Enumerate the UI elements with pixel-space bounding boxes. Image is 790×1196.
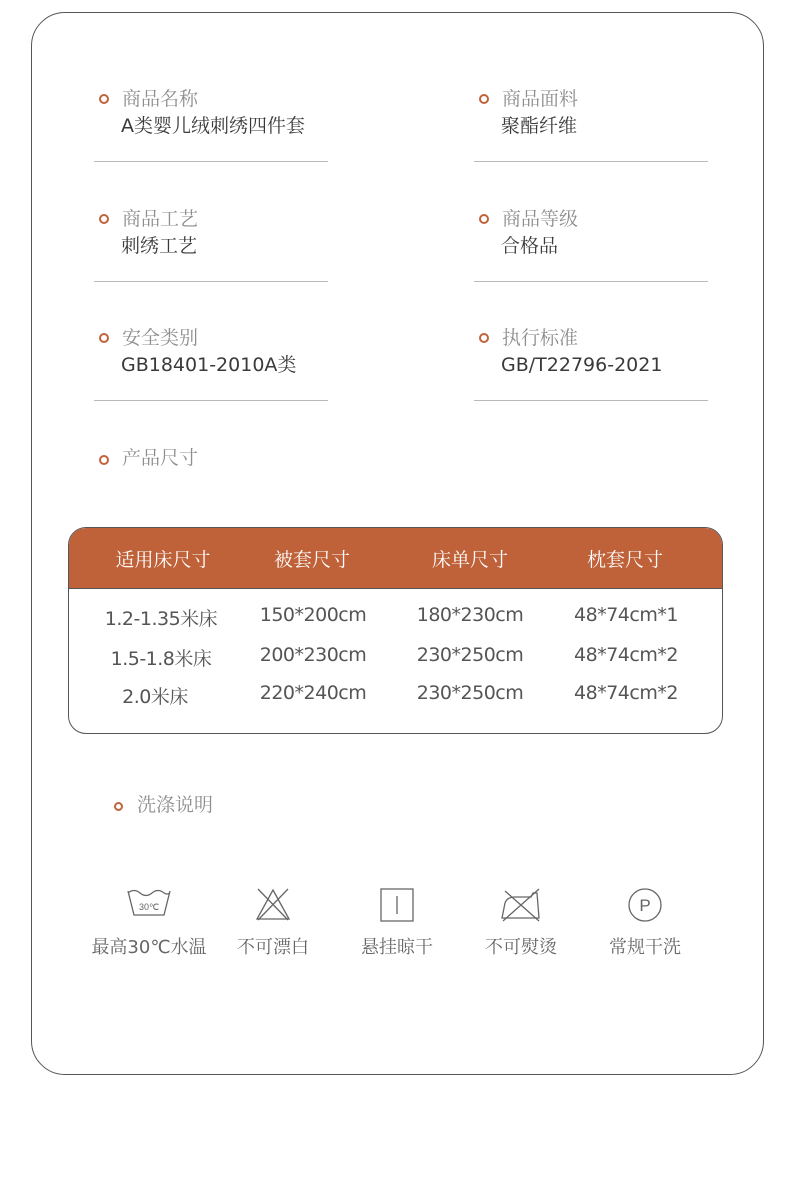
dry-clean-letter: P xyxy=(639,896,651,915)
care-label: 不可熨烫 xyxy=(485,937,557,958)
care-item-dry-clean xyxy=(585,885,705,965)
bullet-icon xyxy=(99,214,109,224)
bullet-icon xyxy=(99,455,109,465)
cell-sheet-size: 180*230cm xyxy=(416,604,524,626)
table-row xyxy=(69,604,722,634)
spec-label: 安全类别 xyxy=(122,327,199,349)
table-row xyxy=(69,644,722,674)
divider xyxy=(94,400,328,401)
cell-sheet-size: 230*250cm xyxy=(416,644,524,666)
divider xyxy=(474,281,708,282)
spec-value: A类婴儿绒刺绣四件套 xyxy=(121,115,305,137)
cell-duvet-size: 200*230cm xyxy=(259,644,367,666)
size-table-header xyxy=(69,528,722,589)
cell-sheet-size: 230*250cm xyxy=(416,682,524,704)
bullet-icon xyxy=(479,94,489,104)
divider xyxy=(94,161,328,162)
cell-pillowcase-size: 48*74cm*1 xyxy=(574,604,678,626)
care-item-no-iron xyxy=(461,885,581,965)
bullet-icon xyxy=(99,94,109,104)
cell-duvet-size: 220*240cm xyxy=(259,682,367,704)
care-item-wash xyxy=(89,885,209,965)
size-section-title: 产品尺寸 xyxy=(122,447,199,469)
header-duvet-size: 被套尺寸 xyxy=(273,549,351,571)
spec-label: 商品工艺 xyxy=(122,208,199,230)
header-bed-size: 适用床尺寸 xyxy=(115,549,211,571)
divider xyxy=(94,281,328,282)
header-sheet-size: 床单尺寸 xyxy=(431,549,509,571)
care-label: 最高30℃水温 xyxy=(91,937,207,958)
divider xyxy=(474,400,708,401)
cell-bed-size: 2.0米床 xyxy=(122,686,188,708)
spec-value: GB/T22796-2021 xyxy=(501,354,663,376)
spec-value: GB18401-2010A类 xyxy=(121,354,297,376)
spec-label: 执行标准 xyxy=(502,327,579,349)
cell-pillowcase-size: 48*74cm*2 xyxy=(574,682,678,704)
bullet-icon xyxy=(99,333,109,343)
care-label: 不可漂白 xyxy=(237,937,309,958)
bullet-icon xyxy=(114,802,123,811)
care-label: 悬挂晾干 xyxy=(361,937,433,958)
care-item-no-bleach xyxy=(213,885,333,965)
cell-bed-size: 1.5-1.8米床 xyxy=(110,648,212,670)
divider xyxy=(474,161,708,162)
no-bleach-icon xyxy=(253,885,293,925)
hang-dry-icon xyxy=(377,885,417,925)
wash-30-icon xyxy=(124,885,174,921)
header-pillowcase-size: 枕套尺寸 xyxy=(586,549,664,571)
care-label: 常规干洗 xyxy=(609,937,681,958)
cell-bed-size: 1.2-1.35米床 xyxy=(104,608,218,630)
cell-duvet-size: 150*200cm xyxy=(259,604,367,626)
spec-label: 商品名称 xyxy=(122,88,199,110)
care-section-title: 洗涤说明 xyxy=(137,794,214,816)
bullet-icon xyxy=(479,333,489,343)
size-table xyxy=(68,527,723,734)
no-iron-icon xyxy=(499,885,543,925)
spec-label: 商品等级 xyxy=(502,208,579,230)
table-row xyxy=(69,682,722,712)
dry-clean-icon xyxy=(625,885,665,925)
care-item-hang-dry xyxy=(337,885,457,965)
cell-pillowcase-size: 48*74cm*2 xyxy=(574,644,678,666)
spec-value: 刺绣工艺 xyxy=(121,235,198,257)
bullet-icon xyxy=(479,214,489,224)
spec-label: 商品面料 xyxy=(502,88,579,110)
spec-value: 合格品 xyxy=(501,235,559,257)
wash-temperature: 30℃ xyxy=(138,902,160,912)
spec-value: 聚酯纤维 xyxy=(501,115,578,137)
